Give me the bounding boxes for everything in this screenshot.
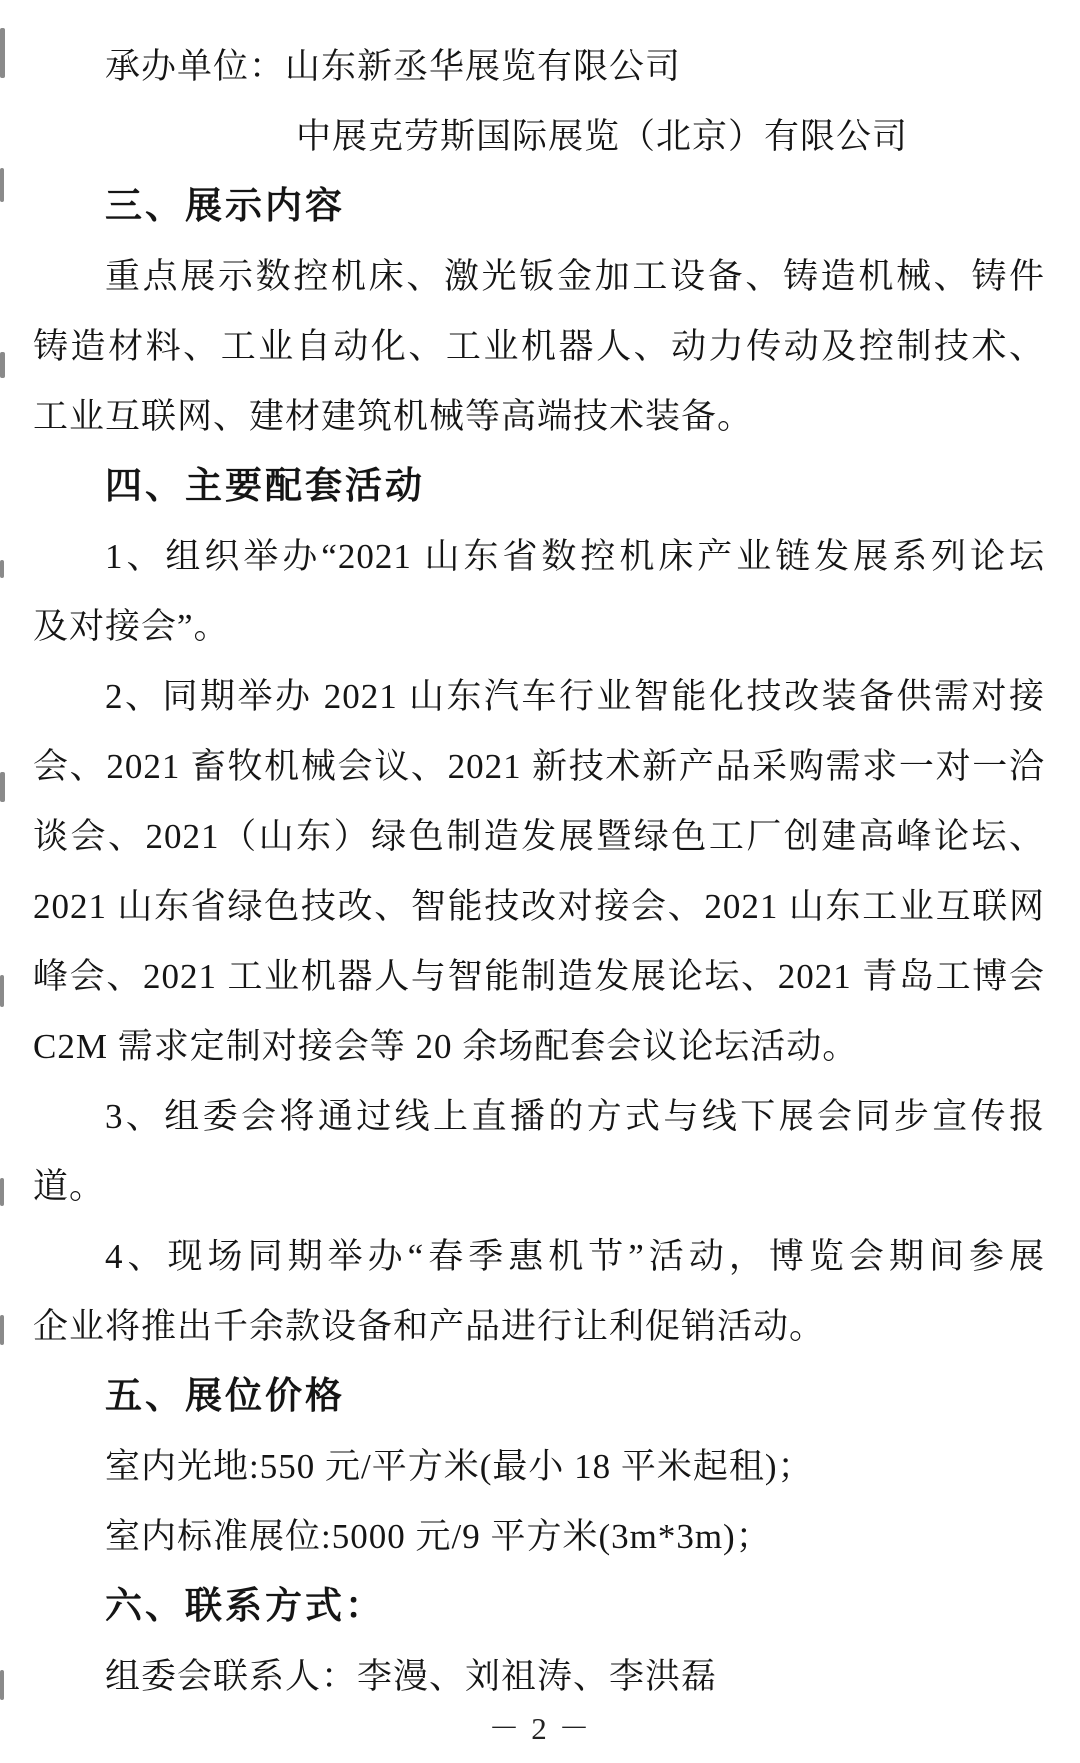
- scan-artifact: [0, 28, 5, 78]
- scan-artifact: [0, 772, 5, 802]
- section-heading-3: 三、展示内容: [105, 186, 345, 227]
- text-line-contacts: 组委会联系人：李漫、刘祖涛、李洪磊: [105, 1657, 718, 1696]
- section-heading-5: 五、展位价格: [105, 1376, 345, 1417]
- scan-artifact: [0, 352, 5, 378]
- scan-artifact: [0, 1178, 4, 1206]
- text-line-price-raw-space: 室内光地:550 元/平方米(最小 18 平米起租)；: [105, 1447, 814, 1486]
- scan-artifact: [0, 1670, 4, 1700]
- text-line-price-booth: 室内标准展位:5000 元/9 平方米(3m*3m)；: [105, 1517, 772, 1556]
- text-line: 2021 山东省绿色技改、智能技改对接会、2021 山东工业互联网: [33, 887, 1045, 926]
- text-line-item-4: 4、现场同期举办“春季惠机节”活动，博览会期间参展: [105, 1237, 1045, 1276]
- text-line: 重点展示数控机床、激光钣金加工设备、铸造机械、铸件: [105, 257, 1045, 296]
- section-heading-6: 六、联系方式：: [105, 1586, 385, 1627]
- scan-artifact: [0, 1315, 4, 1345]
- scan-artifact: [0, 975, 4, 1007]
- text-line-item-2: 2、同期举办 2021 山东汽车行业智能化技改装备供需对接: [105, 677, 1045, 716]
- text-line: 谈会、2021（山东）绿色制造发展暨绿色工厂创建高峰论坛、: [33, 817, 1045, 856]
- text-line: 铸造材料、工业自动化、工业机器人、动力传动及控制技术、: [33, 327, 1045, 366]
- document-body: [33, 32, 1045, 1712]
- text-line: 企业将推出千余款设备和产品进行让利促销活动。: [33, 1307, 826, 1346]
- text-line-item-1: 1、组织举办“2021 山东省数控机床产业链发展系列论坛: [105, 537, 1045, 576]
- text-line-item-3: 3、组委会将通过线上直播的方式与线下展会同步宣传报: [105, 1097, 1045, 1136]
- page-number: － 2 －: [488, 1711, 592, 1746]
- text-line: C2M 需求定制对接会等 20 余场配套会议论坛活动。: [33, 1027, 859, 1066]
- section-heading-4: 四、主要配套活动: [105, 466, 425, 507]
- text-line-organizer: 承办单位：山东新丞华展览有限公司: [105, 47, 682, 86]
- text-line: 及对接会”。: [33, 607, 230, 646]
- scan-artifact: [0, 560, 4, 578]
- text-line: 道。: [33, 1167, 106, 1206]
- text-line: 会、2021 畜牧机械会议、2021 新技术新产品采购需求一对一洽: [33, 747, 1045, 786]
- text-line-organizer-2: 中展克劳斯国际展览（北京）有限公司: [296, 117, 909, 156]
- scan-artifact: [0, 168, 4, 202]
- text-line: 工业互联网、建材建筑机械等高端技术装备。: [33, 397, 754, 436]
- text-line: 峰会、2021 工业机器人与智能制造发展论坛、2021 青岛工博会: [33, 957, 1045, 996]
